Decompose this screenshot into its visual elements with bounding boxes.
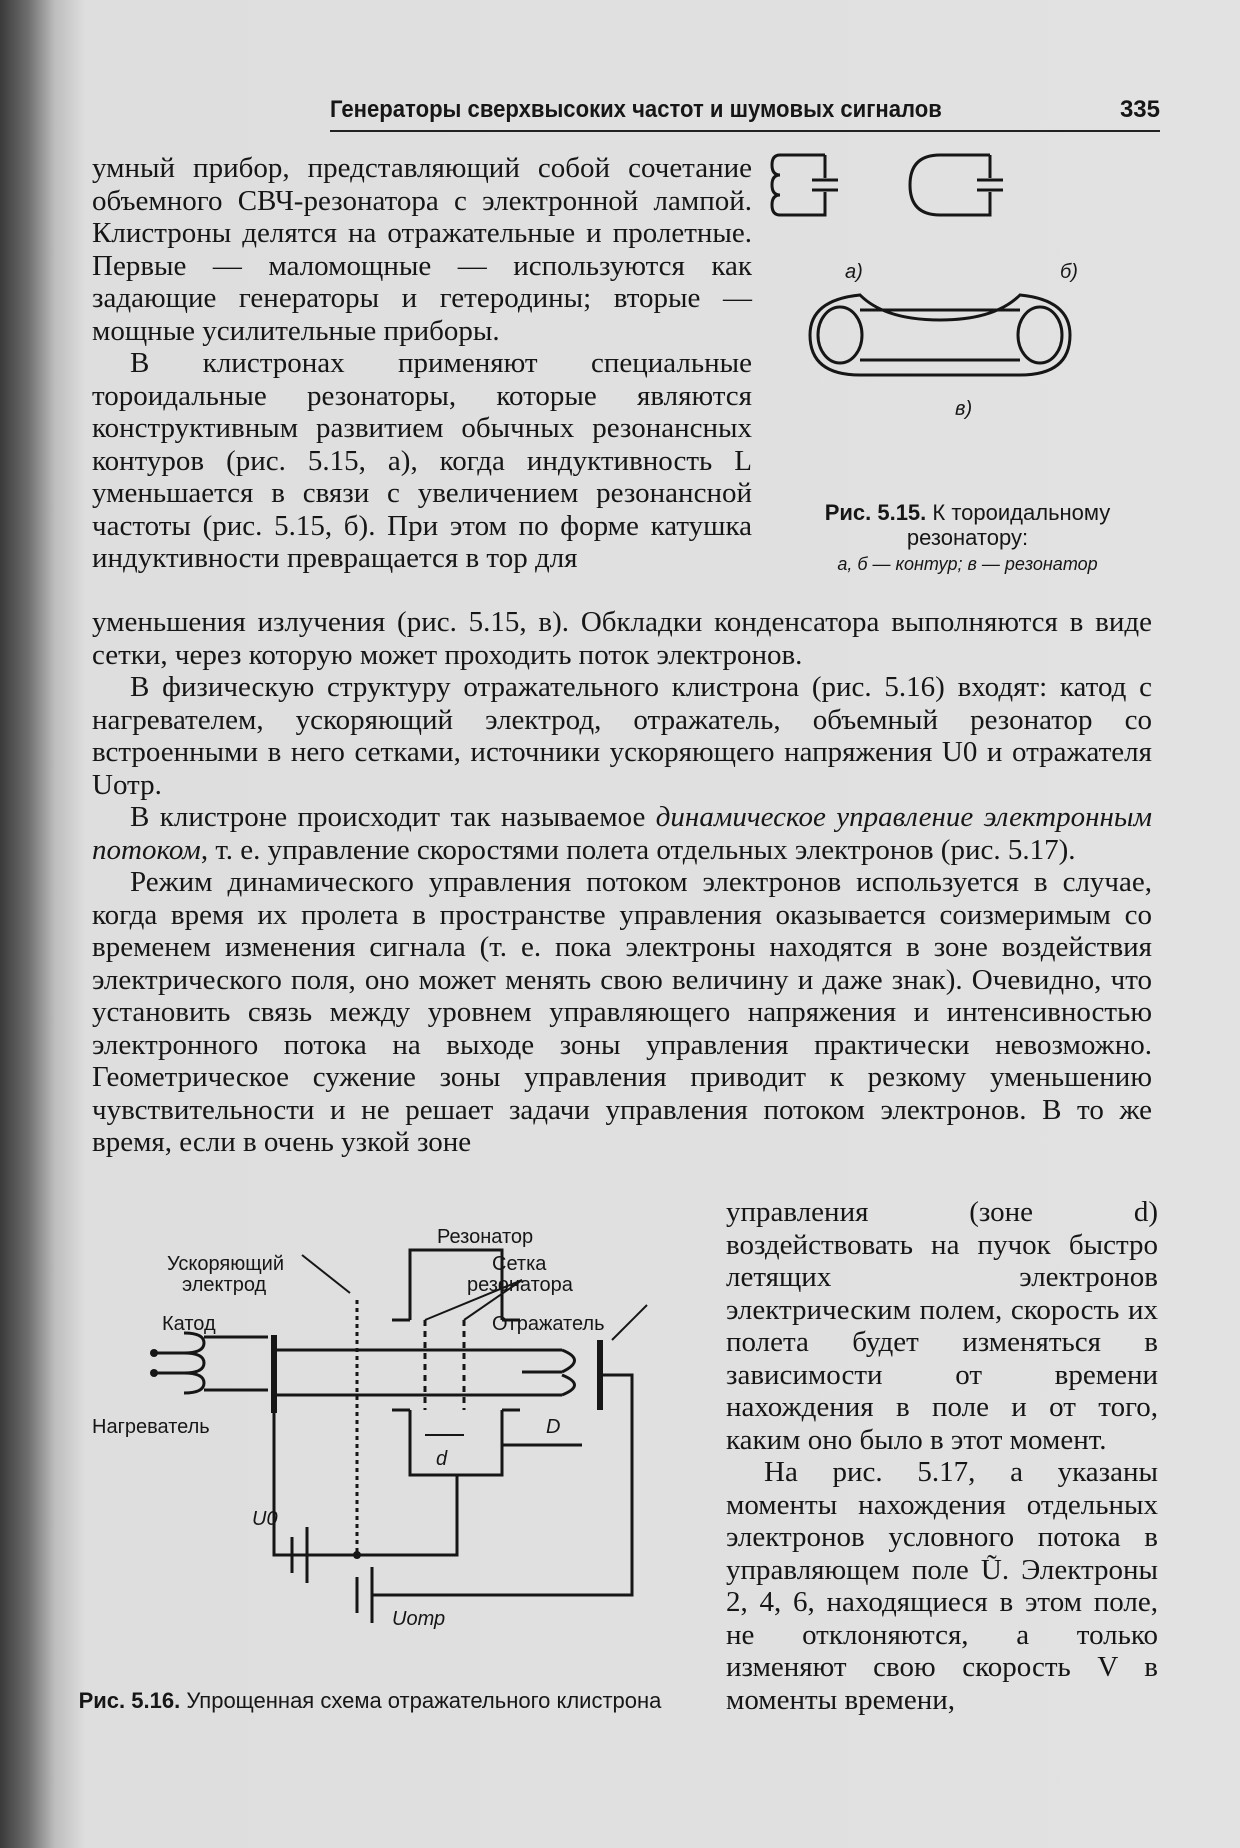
fig515-caption-title: Рис. 5.15. bbox=[824, 500, 927, 525]
paragraph-4-end: , т. е. управление скоростями полета отдельных электронов (рис. 5.17). bbox=[200, 833, 1076, 866]
label-reflector: Отражатель bbox=[492, 1313, 605, 1335]
figure-5-16 bbox=[92, 1225, 712, 1745]
fig515-label-v: в) bbox=[955, 398, 973, 420]
label-heater: Нагреватель bbox=[92, 1416, 210, 1438]
page-number: 335 bbox=[1119, 96, 1160, 123]
paragraph-4 bbox=[92, 801, 1152, 866]
left-column-text bbox=[92, 152, 752, 575]
running-title: Генераторы сверхвысоких частот и шумовых сигналов bbox=[330, 96, 942, 123]
paragraph-4-emphasis: динамическое управление электронным потоком bbox=[92, 801, 1152, 866]
paragraph-5: Режим динамического управления потоком электронов используется в случае, когда время их пролета в пространстве управления оказывается соизмеримым со временем изменения сигнала (т. е. пока электроны находятся в зоне воздействия электрического поля, оно может менять свою величину и даже знак). Очевидно, что установить связь между уровнем управляющего напряжения и интенсивностью электронного потока на выходе зоны управления практически невозможно. Геометрическое сужение зоны управления приводит к резкому уменьшению чувствительности и не решает задачи управления потоком электронов. В то же время, если в очень узкой зоне bbox=[92, 866, 1152, 1158]
label-U0: U0 bbox=[252, 1508, 278, 1530]
label-D: D bbox=[546, 1416, 561, 1438]
label-grid-2: резонатора bbox=[467, 1274, 573, 1296]
fig516-caption-title: Рис. 5.16. bbox=[78, 1688, 181, 1713]
loop-contour-b bbox=[910, 155, 990, 215]
full-width-text bbox=[92, 606, 1152, 1159]
label-d: d bbox=[436, 1448, 448, 1470]
paragraph-4-start: В клистроне происходит так называемое bbox=[130, 801, 656, 833]
label-Uotr: Uотр bbox=[392, 1608, 446, 1630]
fig516-caption-text: Упрощенная схема отражательного клистрона bbox=[186, 1688, 662, 1713]
heater-coil bbox=[184, 1333, 204, 1393]
label-grid-1: Сетка bbox=[492, 1253, 547, 1275]
coil-contour-a bbox=[772, 155, 825, 215]
paragraph-2a: В клистронах применяют специальные тороидальные резонаторы, которые являются конструктивным развитием обычных резонансных контуров (рис. 5.15, а), когда индуктивность L уменьшается в связи с увеличением резонансной частоты (рис. 5.15, б). При этом по форме катушка индуктивности превращается в тор для bbox=[92, 347, 752, 574]
figure-5-15-drawing bbox=[770, 140, 1165, 500]
paragraph-5-continued: управления (зоне d) воздействовать на пучок быстро летящих электронов электрическим полем, скорость их полета будет изменяться в зависимости от времени нахождения в поле и от того, каким оно было в этот момент. bbox=[726, 1196, 1158, 1456]
fig515-caption-text: К тороидальному резонатору: bbox=[906, 500, 1111, 550]
label-resonator: Резонатор bbox=[437, 1226, 534, 1248]
fig515-label-a: а) bbox=[845, 261, 863, 283]
resonator-lower bbox=[410, 1410, 502, 1475]
paragraph-6: На рис. 5.17, а указаны моменты нахождения отдельных электронов условного потока в управляющем поле Ũ. Электроны 2, 4, 6, находящиеся в этом поле, не отклоняются, а только изменяют свою скорость V в моменты времени, bbox=[726, 1456, 1158, 1716]
figure-5-15 bbox=[770, 140, 1165, 580]
paragraph-3: В физическую структуру отражательного клистрона (рис. 5.16) входят: катод с нагревателем, ускоряющий электрод, отражатель, объемный резонатор со встроенными в него сетками, источники ускоряющего напряжения U0 и отражателя Uотр. bbox=[92, 671, 1152, 801]
running-header bbox=[330, 96, 1160, 132]
figure-5-15-caption bbox=[770, 500, 1165, 577]
fig515-caption-legend: а, б — контур; в — резонатор bbox=[837, 554, 1098, 574]
paragraph-2b: уменьшения излучения (рис. 5.15, в). Обкладки конденсатора выполняются в виде сетки, через которую может проходить поток электронов. bbox=[92, 606, 1152, 671]
right-column-text bbox=[726, 1196, 1158, 1716]
label-cathode: Катод bbox=[162, 1313, 216, 1335]
figure-5-16-caption bbox=[60, 1688, 680, 1714]
fig515-label-b: б) bbox=[1060, 261, 1078, 283]
toroid-outer bbox=[810, 295, 1070, 375]
label-accel-1: Ускоряющий bbox=[167, 1253, 284, 1275]
label-accel-2: электрод bbox=[182, 1274, 267, 1296]
paragraph-1: умный прибор, представляющий собой сочетание объемного СВЧ-резонатора с электронной лампой. Клистроны делятся на отражательные и пролетные. Первые — маломощные — используются как задающие генераторы и гетеродины; вторые — мощные усилительные приборы. bbox=[92, 152, 752, 347]
figure-5-16-drawing bbox=[92, 1225, 712, 1685]
